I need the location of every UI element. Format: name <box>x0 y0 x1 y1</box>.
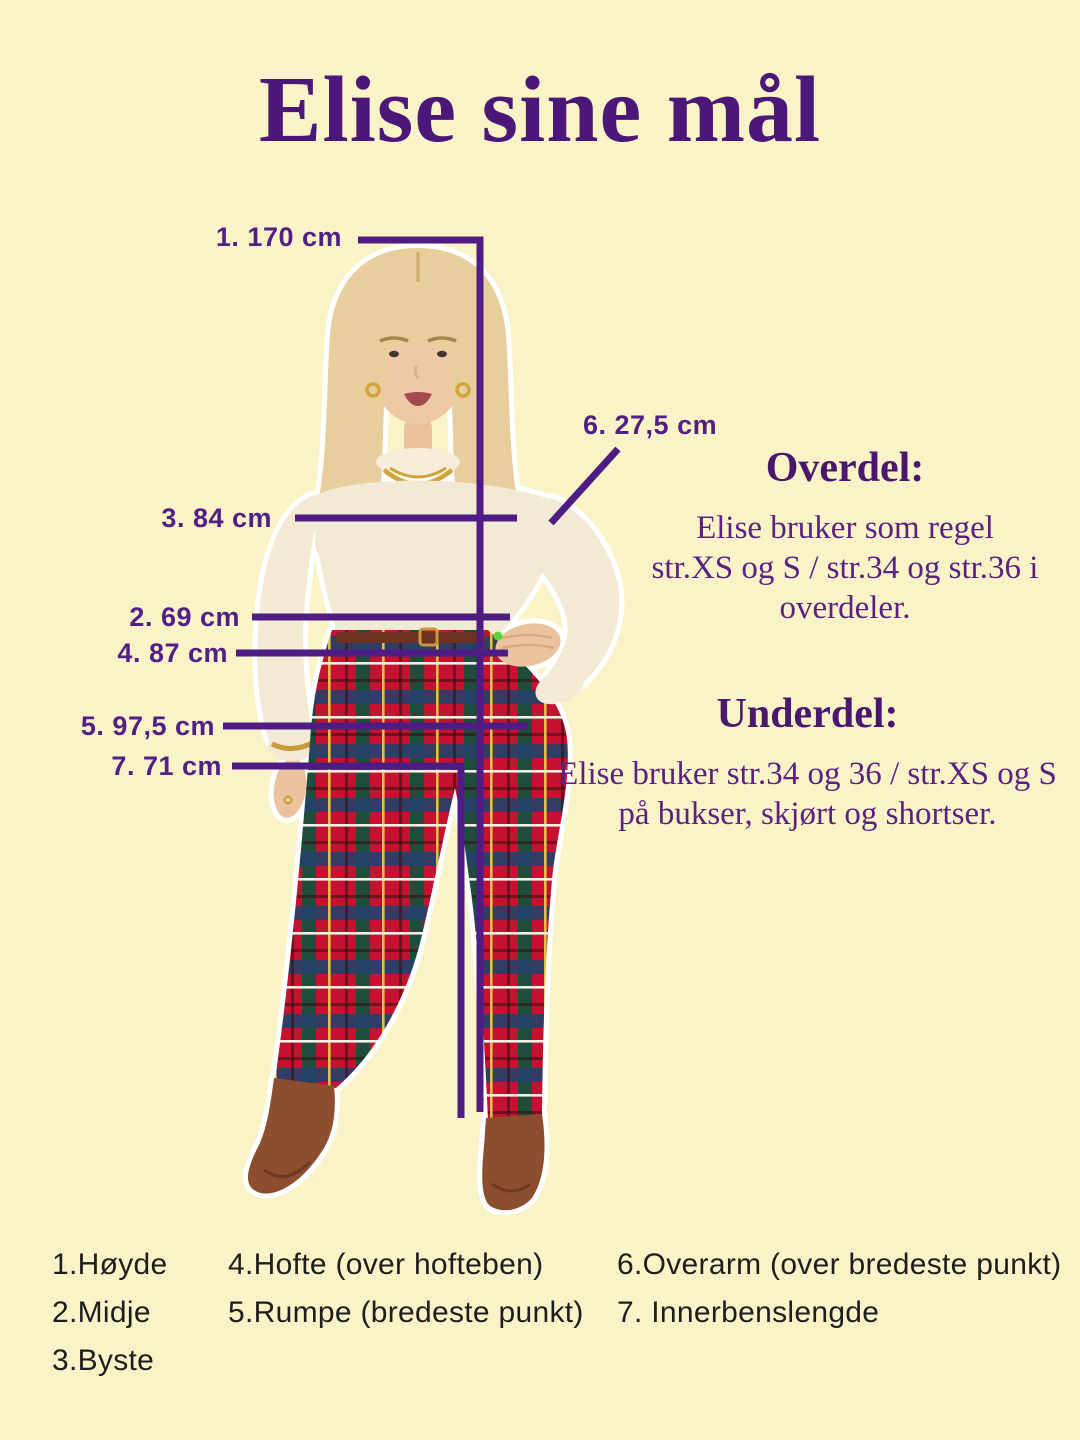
legend-item-byste: 3.Byste <box>52 1344 155 1377</box>
overdel-heading: Overdel: <box>765 445 925 491</box>
measurement-label-overarm: 6. 27,5 cm <box>583 410 718 440</box>
measurement-label-hofte: 4. 87 cm <box>117 638 228 668</box>
legend-item-rumpe: 5.Rumpe (bredeste punkt) <box>228 1296 584 1329</box>
underdel-body-line: på bukser, skjørt og shortser. <box>618 796 997 832</box>
measurement-label-height: 1. 170 cm <box>215 222 342 252</box>
overdel-body-line: str.XS og S / str.34 og str.36 i <box>651 550 1039 586</box>
underdel-body-line: Elise bruker str.34 og 36 / str.XS og S <box>558 756 1057 792</box>
measurement-label-midje: 2. 69 cm <box>129 602 240 632</box>
page-title: Elise sine mål <box>258 58 822 162</box>
green-nail <box>494 632 503 641</box>
legend-item-hoyde: 1.Høyde <box>52 1248 168 1281</box>
legend-item-innerbenslengde: 7. Innerbenslengde <box>617 1296 880 1329</box>
underdel-heading: Underdel: <box>716 691 899 737</box>
overdel-body <box>610 508 1080 628</box>
measurement-label-rumpe: 5. 97,5 cm <box>80 711 215 741</box>
belt <box>336 632 486 643</box>
underdel-body <box>535 754 1080 834</box>
tartan-pants <box>275 630 568 1120</box>
measurement-label-innerleg: 7. 71 cm <box>111 751 222 781</box>
overdel-body-line: overdeler. <box>779 590 911 626</box>
model-eye-right <box>437 351 447 357</box>
legend-item-overarm: 6.Overarm (over bredeste punkt) <box>617 1248 1062 1281</box>
legend-item-midje: 2.Midje <box>52 1296 151 1329</box>
model-eye-left <box>389 351 399 357</box>
overdel-section <box>610 444 1080 628</box>
overdel-body-line: Elise bruker som regel <box>696 510 994 546</box>
underdel-section <box>535 690 1080 834</box>
measurement-label-byste: 3. 84 cm <box>161 503 272 533</box>
legend-item-hofte: 4.Hofte (over hofteben) <box>228 1248 544 1281</box>
